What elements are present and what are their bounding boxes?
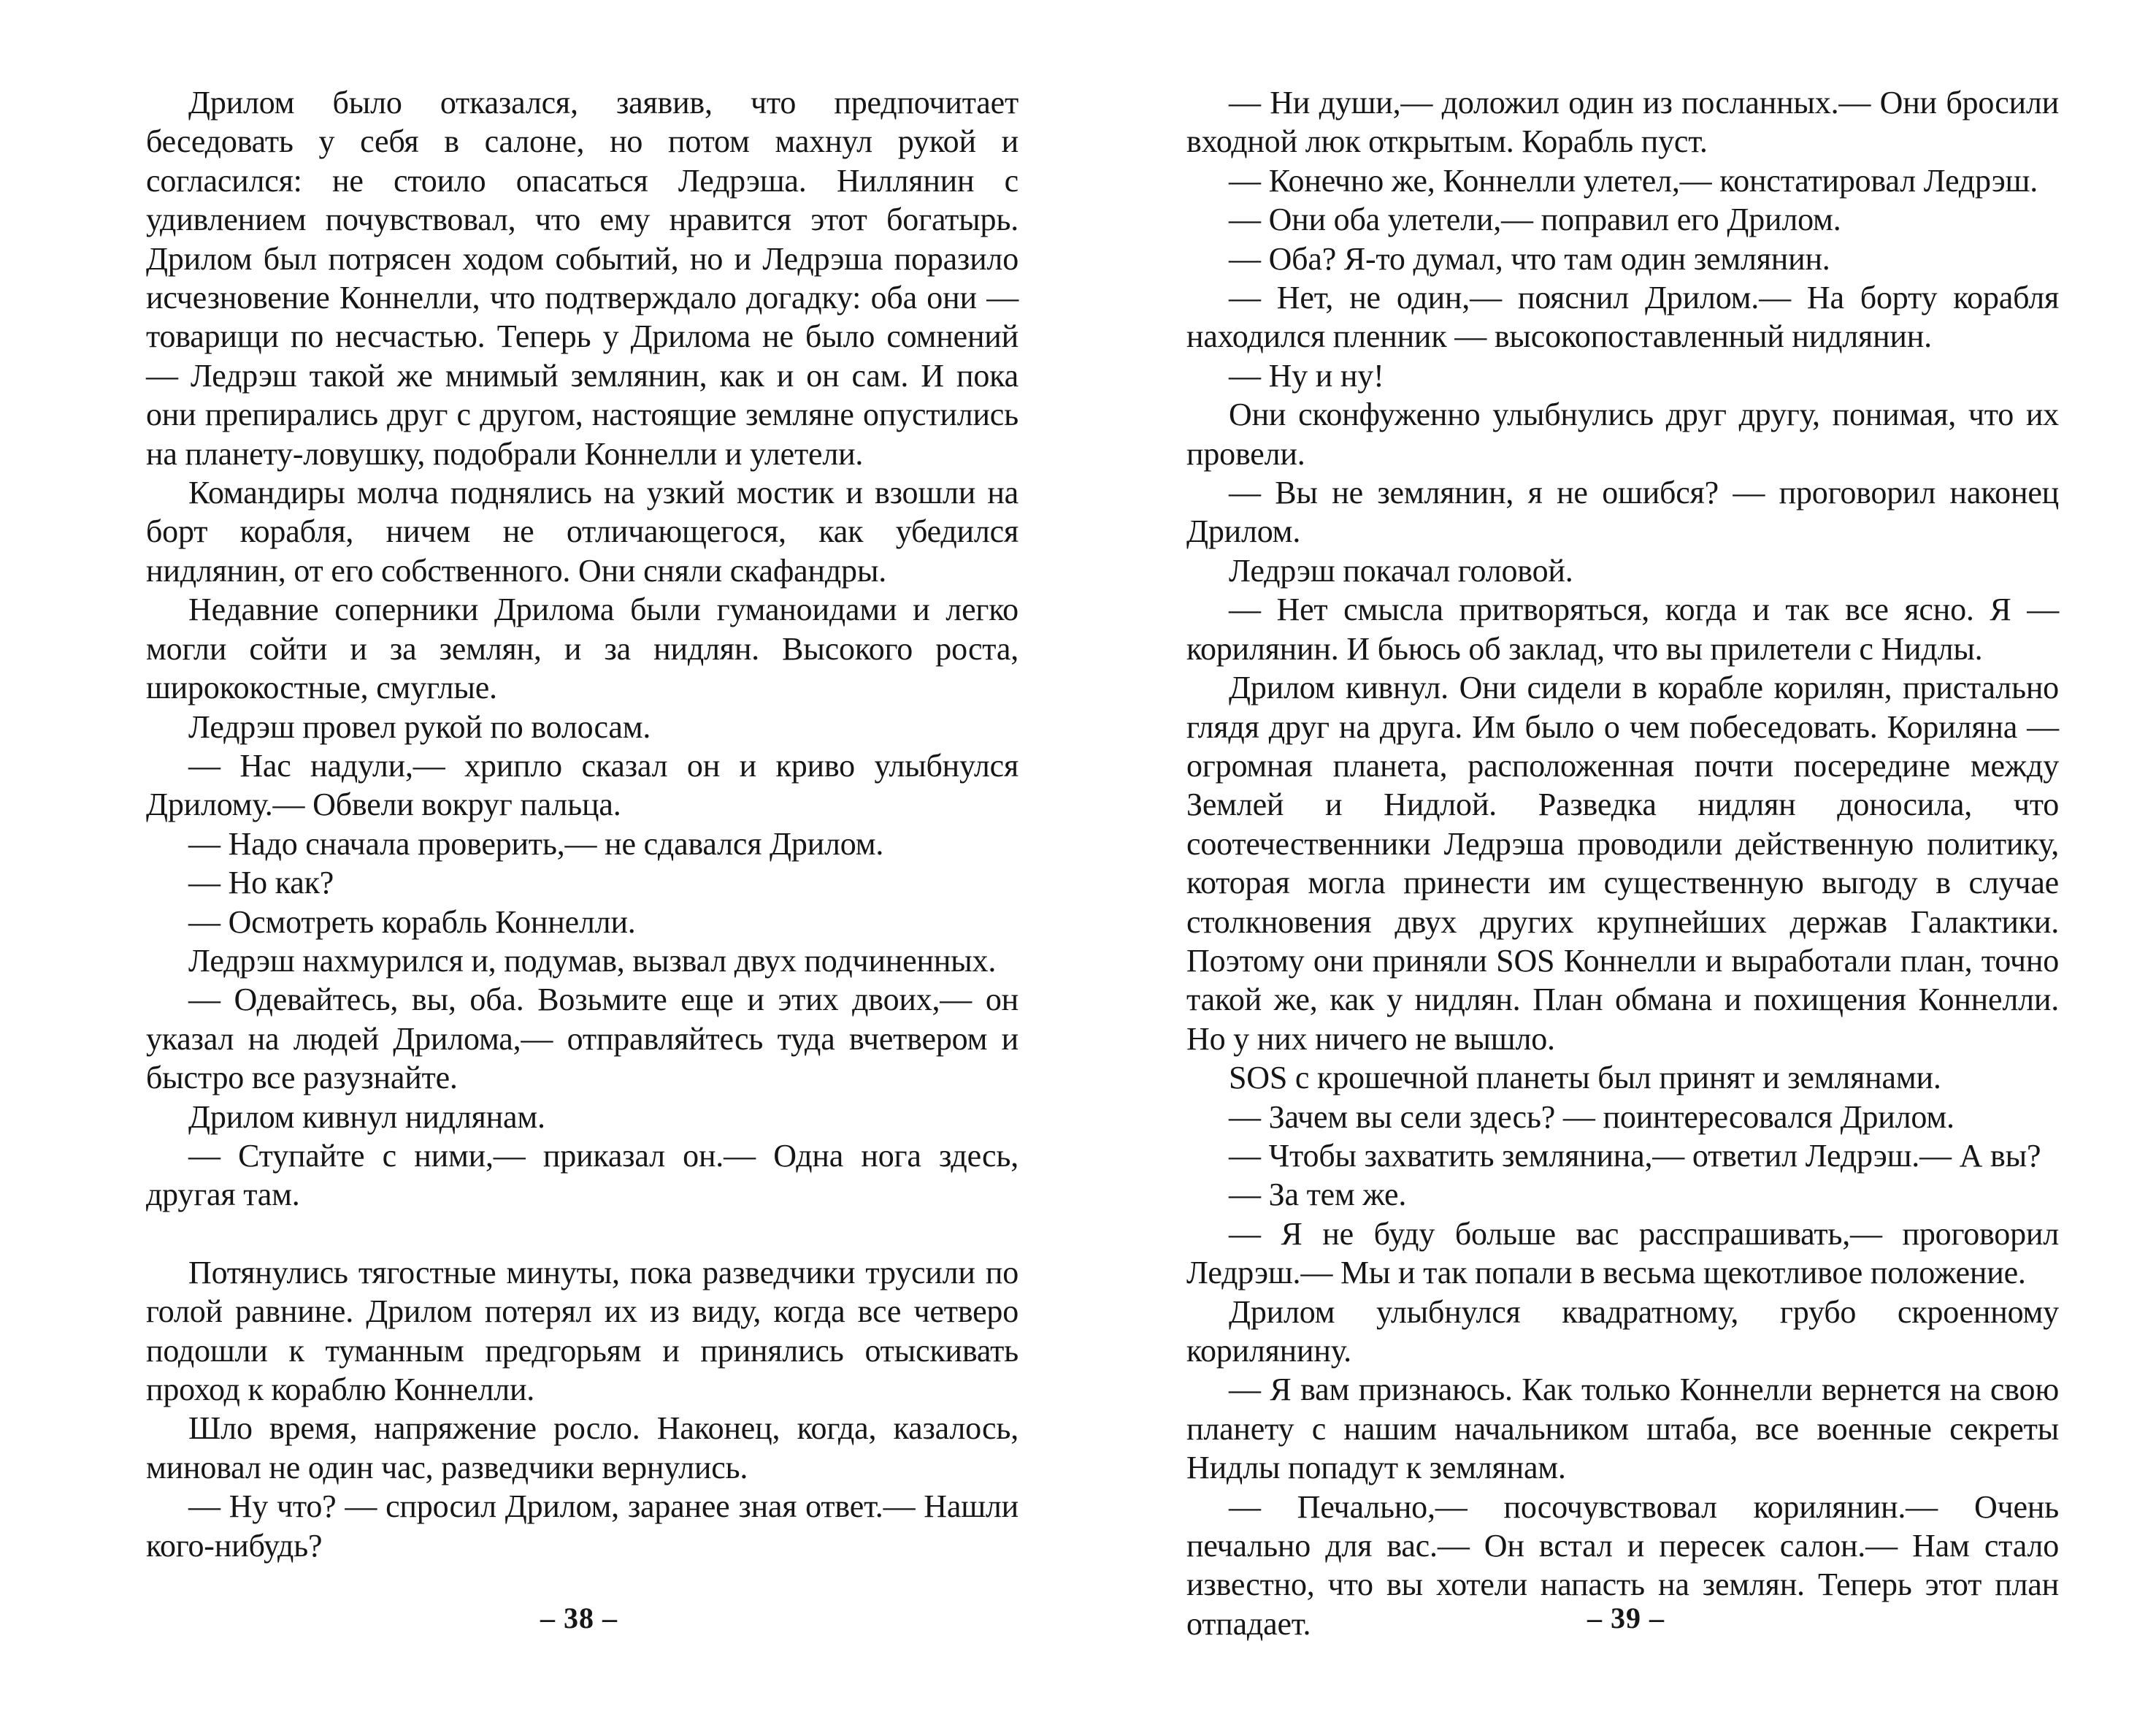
dialogue-line: — Осмотреть корабль Коннелли. xyxy=(188,903,636,940)
paragraph: SOS с крошечной планеты был принят и землянами. xyxy=(1229,1060,1941,1096)
dialogue-line: — Печально,— посочувствовал корилянин.— Очень печально для вас.— Он встал и пересек салон.— Нам стало известно, что вы хотели напасть на землян. Теперь этот план отпадает. xyxy=(1186,1488,2059,1642)
paragraph: Командиры молча поднялись на узкий мостик и взошли на борт корабля, ничем не отличающегося, как убедился нидлянин, от его собственного. Они сняли скафандры. xyxy=(146,475,1018,589)
dialogue-line: — Но как? xyxy=(188,865,334,901)
dialogue-line: — За тем же. xyxy=(1229,1177,1407,1213)
dialogue-line: — Ступайте с ними,— приказал он.— Одна нога здесь, другая там. xyxy=(146,1137,1018,1213)
paragraph: Ледрэш провел рукой по волосам. xyxy=(188,708,651,745)
page-number-left: – 38 – xyxy=(540,1602,618,1634)
paragraph: Дрилом улыбнулся квадратному, грубо скроенному корилянину. xyxy=(1186,1293,2059,1369)
dialogue-line: — Нет, не один,— пояснил Дрилом.— На борту корабля находился пленник — высокопоставленный нидлянин. xyxy=(1186,280,2059,355)
page-number-right: – 39 – xyxy=(1587,1602,1665,1634)
dialogue-line: — Конечно же, Коннелли улетел,— констатировал Ледрэш. xyxy=(1229,162,2038,199)
paragraph: Ледрэш нахмурился и, подумав, вызвал двух подчиненных. xyxy=(188,942,997,979)
paragraph: Потянулись тягостные минуты, пока разведчики трусили по голой равнине. Дрилом потерял их из виду, когда все четверо подошли к туманным предгорьям и принялись отыскивать проход к кораблю Коннелли. xyxy=(146,1254,1018,1407)
paragraph: Дрилом кивнул нидлянам. xyxy=(188,1098,545,1135)
dialogue-line: — Ну и ну! xyxy=(1229,357,1384,394)
left-page xyxy=(146,83,1018,1565)
dialogue-line: — Вы не землянин, я не ошибся? — проговорил наконец Дрилом. xyxy=(1186,475,2059,550)
paragraph: Они сконфуженно улыбнулись друг другу, понимая, что их провели. xyxy=(1186,397,2059,472)
right-page xyxy=(1186,83,2059,1643)
dialogue-line: — Ну что? — спросил Дрилом, заранее зная ответ.— Нашли кого-нибудь? xyxy=(146,1488,1018,1564)
paragraph: Ледрэш покачал головой. xyxy=(1229,552,1573,589)
dialogue-line: — Чтобы захватить землянина,— ответил Ледрэш.— А вы? xyxy=(1229,1137,2041,1174)
dialogue-line: — Нет смысла притворяться, когда и так все ясно. Я — корилянин. И бьюсь об заклад, что вы прилетели с Нидлы. xyxy=(1186,592,2059,667)
dialogue-line: — Одевайтесь, вы, оба. Возьмите еще и этих двоих,— он указал на людей Дрилома,— отправляйтесь туда вчетвером и быстро все разузнайте. xyxy=(146,982,1018,1096)
dialogue-line: — Оба? Я-то думал, что там один землянин. xyxy=(1229,240,1830,277)
dialogue-line: — Нас надули,— хрипло сказал он и криво улыбнулся Дрилому.— Обвели вокруг пальца. xyxy=(146,747,1018,823)
dialogue-line: — Ни души,— доложил один из посланных.— Они бросили входной люк открытым. Корабль пуст. xyxy=(1186,85,2059,160)
dialogue-line: — Я вам признаюсь. Как только Коннелли вернется на свою планету с нашим начальником штаба, все военные секреты Нидлы попадут к землянам. xyxy=(1186,1372,2059,1486)
dialogue-line: — Зачем вы сели здесь? — поинтересовался Дрилом. xyxy=(1229,1098,1954,1135)
paragraph: Дрилом кивнул. Они сидели в корабле корилян, пристально глядя друг на друга. Им было о чем побеседовать. Кориляна — огромная планета, расположенная почти посередине между Землей и Нидлой. Разведка нидлян доносила, что соотечественники Ледрэша проводили действенную политику, которая могла принести им существенную выгоду в случае столкновения двух других крупнейших держав Галактики. Поэтому они приняли SOS Коннелли и выработали план, точно такой же, как у нидлян. План обмана и похищения Коннелли. Но у них ничего не вышло. xyxy=(1186,670,2059,1057)
paragraph: Дрилом было отказался, заявив, что предпочитает беседовать у себя в салоне, но потом махнул рукой и согласился: не стоило опасаться Ледрэша. Ниллянин с удивлением почувствовал, что ему нравится этот богатырь. Дрилом был потрясен ходом событий, но и Ледрэша поразило исчезновение Коннелли, что подтверждало догадку: оба они — товарищи по несчастью. Теперь у Дрилома не было сомнений — Ледрэш такой же мнимый землянин, как и он сам. И пока они препирались друг с другом, настоящие земляне опустились на планету-ловушку, подобрали Коннелли и улетели. xyxy=(146,85,1018,472)
dialogue-line: — Они оба улетели,— поправил его Дрилом. xyxy=(1229,202,1841,238)
dialogue-line: — Надо сначала проверить,— не сдавался Дрилом. xyxy=(188,825,884,862)
paragraph: Недавние соперники Дрилома были гуманоидами и легко могли сойти и за землян, и за нидлян. Высокого роста, ширококостные, смуглые. xyxy=(146,592,1018,706)
dialogue-line: — Я не буду больше вас расспрашивать,— проговорил Ледрэш.— Мы и так попали в весьма щекотливое положение. xyxy=(1186,1215,2059,1291)
paragraph: Шло время, напряжение росло. Наконец, когда, казалось, миновал не один час, разведчики вернулись. xyxy=(146,1410,1018,1485)
